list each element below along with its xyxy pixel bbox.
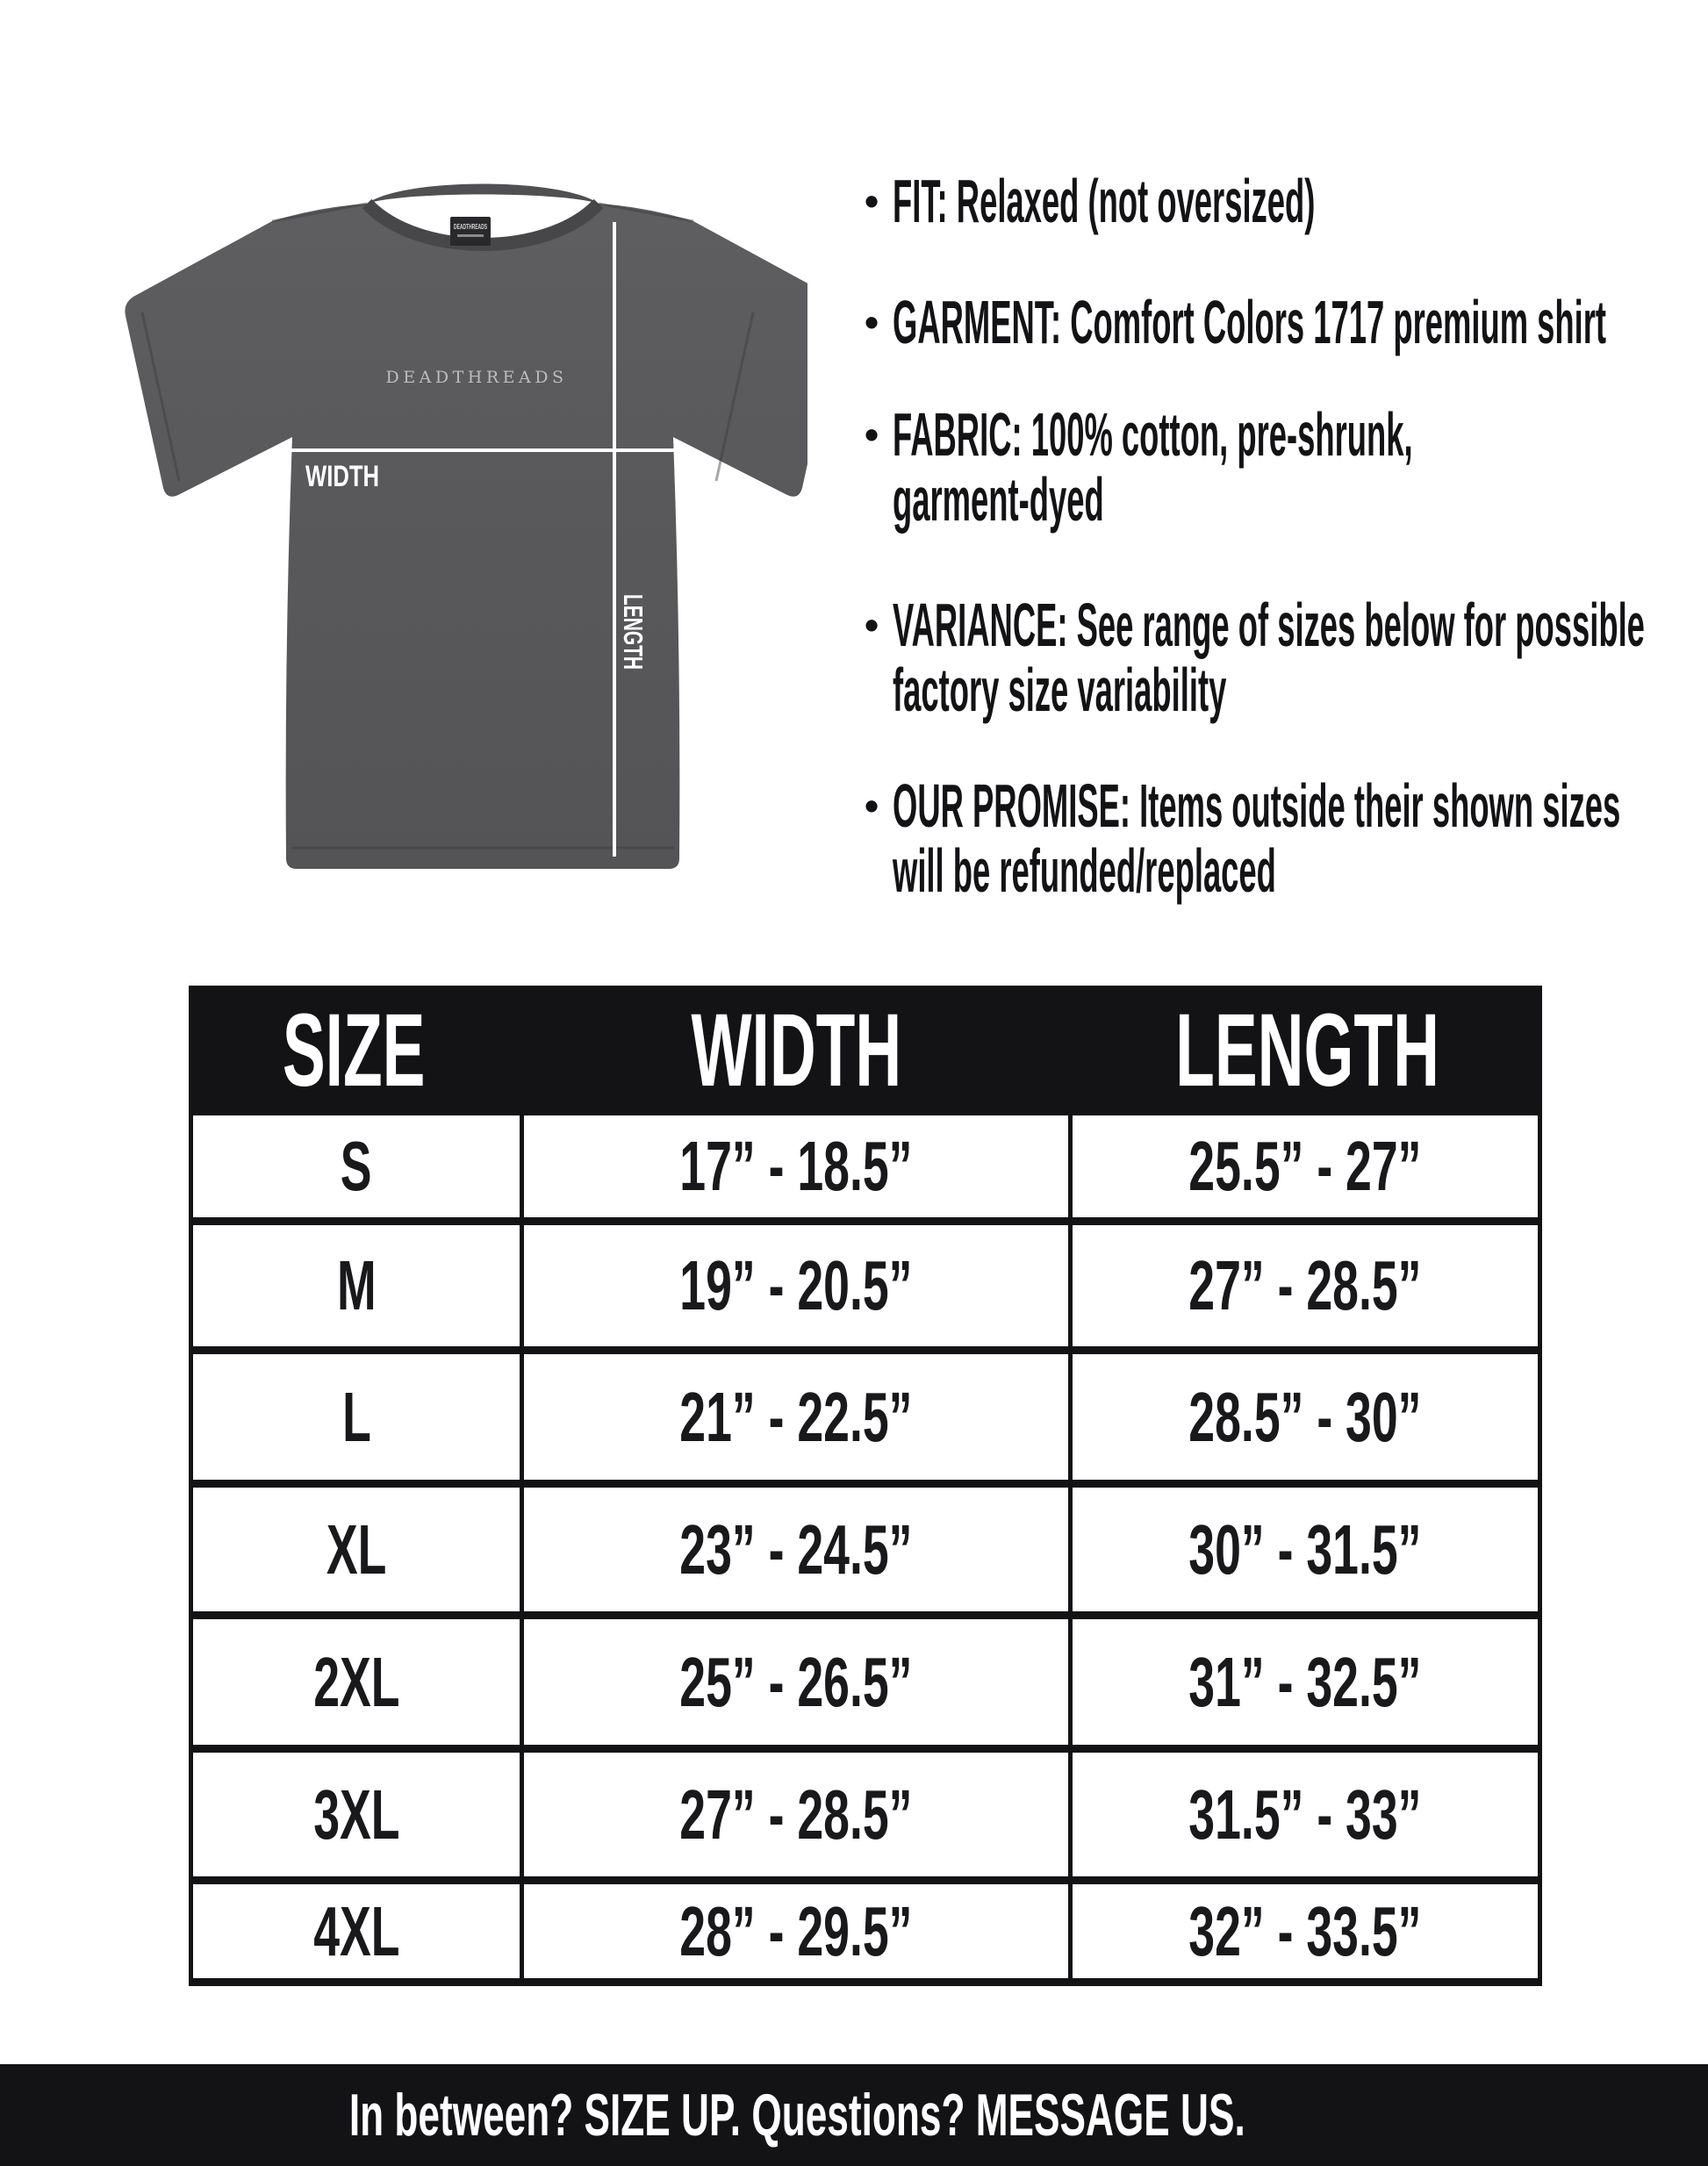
width-value: 21” - 22.5” [679,1377,913,1456]
cell-length [1073,1354,1538,1480]
bullet-text [893,592,1645,722]
length-value: 28.5” - 30” [1188,1377,1422,1456]
bullet-text [893,290,1606,355]
table-header [189,986,1542,1115]
header-label: SIZE [283,993,426,1108]
size-value: L [341,1377,371,1456]
length-value: 31.5” - 33” [1188,1775,1422,1854]
bullet-dot: • [865,412,879,457]
bullet-line: garment-dyed [893,465,1104,534]
bullet-line: factory size variability [893,656,1227,724]
bullet-item-variance [865,592,1708,722]
cell-length [1073,1619,1538,1745]
bullet-line: GARMENT: Comfort Colors 1717 premium shirt [893,288,1607,356]
bullet-line: FABRIC: 100% cotton, pre-shrunk, [893,400,1413,469]
length-value: 32” - 33.5” [1188,1891,1422,1970]
footer-message: In between? SIZE UP. Questions? MESSAGE US. [348,2082,1245,2148]
cell-size [193,1115,520,1217]
table-row [193,1884,1538,1986]
bullet-line: FIT: Relaxed (not oversized) [893,167,1316,235]
tshirt-back-collar [367,184,599,204]
bullet-text [893,402,1413,532]
bullet-item-fit [865,169,1705,233]
size-value: XL [326,1510,387,1589]
bullet-dot: • [865,178,879,224]
size-table [189,986,1542,1986]
cell-size [193,1619,520,1745]
size-value: 3XL [312,1775,400,1854]
cell-width [520,1354,1073,1480]
cell-width [520,1619,1073,1745]
bullet-item-promise [865,773,1708,903]
cell-width [520,1115,1073,1217]
cell-length [1073,1225,1538,1346]
cell-size [193,1354,520,1480]
header-label: LENGTH [1175,993,1439,1108]
table-body [189,1115,1542,1986]
bullet-line: OUR PROMISE: Items outside their shown sizes [893,771,1621,840]
table-row [193,1753,1538,1884]
size-value: 2XL [312,1642,400,1721]
cell-width [520,1225,1073,1346]
bullet-text [893,169,1315,233]
bullet-item-garment [865,290,1708,355]
cell-size [193,1225,520,1346]
cell-size [193,1753,520,1876]
width-label: WIDTH [305,460,379,493]
bullet-line: will be refunded/replaced [893,836,1276,905]
length-value: 30” - 31.5” [1188,1510,1422,1589]
table-row [193,1115,1538,1225]
bullet-item-fabric [865,402,1708,532]
cell-size [193,1488,520,1611]
cell-width [520,1884,1073,1978]
header-cell-width [520,986,1073,1115]
bullet-text [893,773,1620,903]
size-value: 4XL [312,1891,400,1970]
bullet-line: VARIANCE: See range of sizes below for possible [893,591,1645,659]
width-value: 25” - 26.5” [679,1642,913,1721]
bullet-dot: • [865,299,879,345]
footer-message-wrap [0,2064,1594,2166]
width-value: 17” - 18.5” [679,1127,913,1205]
size-value: M [336,1246,377,1324]
neck-label [450,217,491,246]
bullet-dot: • [865,602,879,648]
header-label: WIDTH [691,993,901,1108]
header-cell-length [1073,986,1542,1115]
cell-size [193,1884,520,1978]
length-value: 27” - 28.5” [1188,1246,1422,1324]
tshirt-body [125,204,807,869]
cell-length [1073,1488,1538,1611]
shirt-diagram [88,123,807,895]
length-value: 31” - 32.5” [1188,1642,1422,1721]
cell-width [520,1488,1073,1611]
width-value: 23” - 24.5” [679,1510,913,1589]
footer-bar [0,2064,1708,2166]
tshirt-graphic [88,123,807,895]
cell-length [1073,1884,1538,1978]
cell-length [1073,1753,1538,1876]
size-value: S [341,1127,372,1205]
cell-width [520,1753,1073,1876]
table-row [193,1354,1538,1488]
length-label: LENGTH [618,594,649,706]
brand-text: DEADTHREADS [385,368,568,387]
table-row [193,1225,1538,1354]
cell-length [1073,1115,1538,1217]
table-row [193,1619,1538,1753]
header-cell-size [189,986,520,1115]
width-value: 19” - 20.5” [679,1246,913,1324]
width-value: 27” - 28.5” [679,1775,913,1854]
table-row [193,1488,1538,1619]
neck-label-text: DEADTHREADS [454,223,488,231]
bullet-dot: • [865,783,879,828]
width-value: 28” - 29.5” [679,1891,913,1970]
length-value: 25.5” - 27” [1188,1127,1422,1205]
